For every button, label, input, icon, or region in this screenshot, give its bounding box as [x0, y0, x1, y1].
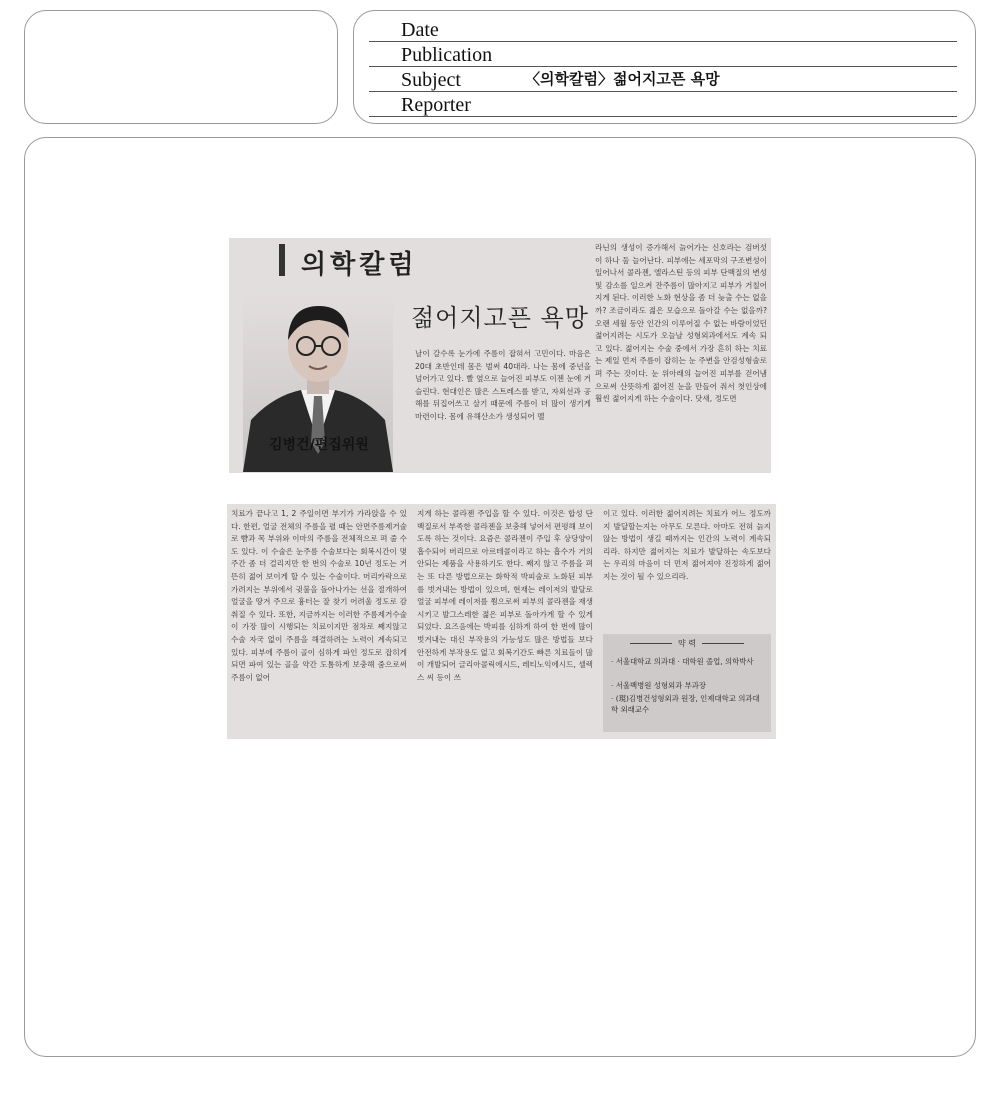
blank-header-box [24, 10, 338, 124]
article-column-3: 이고 있다. 이러한 젊어지려는 치료가 어느 정도까지 발달할는지는 아무도 모른다. 아마도 전혀 늙지 않는 방법이 생길 때까지는 인간의 노력이 계속되리라. 하지만 젊어지는 치료가 발달하는 속도보다는 우리의 마음이 더 먼저 젊어져야 진정하게 젊어지는 것이 될 수 있으리라. [603, 509, 771, 581]
subject-value: 〈의학칼럼〉젊어지고픈 욕망 [525, 70, 720, 88]
bio-title: 약 력 [603, 638, 771, 649]
date-label: Date [401, 19, 439, 41]
metadata-box [353, 10, 976, 124]
bio-item: · 서울백병원 성형외과 부과장 [611, 681, 707, 690]
article-intro-text: 날이 갈수록 눈가에 주름이 잡혀서 고민이다. 마음은 20대 초반인데 몸은 벌써 40대라. 나는 몸에 중년을 넘어가고 있다. 빨 옆으로 늘어진 피부도 이젠 눈에 거슬린다. 현대인은 많은 스트레스를 받고, 자외선과 공해를 뒤집어쓰고 살기 때문에 주름이 더 많이 생기게 마련이다. 몸에 유해산소가 생성되어 멜 [415, 349, 591, 421]
article-column-2: 지게 하는 콜라젠 주입을 할 수 있다. 이것은 합성 단백질로서 부족한 콜라젠을 보충해 넣어서 편평해 보이도록 하는 것이다. 요즘은 콜라젠이 주입 후 상당양이 흡수되어 버리므로 아르테콜이라고 하는 흡수가 거의 안되는 제품을 사용하기도 한다. 째지 않고 주름을 펴는 또 다른 방법으로는 화학적 박피술로 노화된 피부를 벗겨내는 방법이 있으며, 현재는 레이저의 발달로 얼굴 피부에 레이저를 쬠으로써 피부의 콜라젠을 재생시키고 발그스레한 젊은 피부로 돌아가게 할 수 있게 되었다. 요즈음에는 박피를 심하게 하여 한 번에 많이 벗겨내는 대신 부작용의 가능성도 많은 방법들 보다 안전하게 부작용도 없고 회복기간도 빠른 치료들이 많이 개발되어 글리아콜릭에시드, 레티노익에시드, 셀렉스 씨 등이 쓰 [417, 509, 593, 682]
column-header: 의학칼럼 [301, 250, 418, 280]
article-column-1: 치료가 끝나고 1, 2 주일이면 부기가 가라앉을 수 있다. 한편, 얼굴 전체의 주름을 펼 때는 안면주름제거술로 뺨과 목 부위와 이마의 주름을 전체적으로 펴 줄 수도 있다. 이 수술은 눈주름 수술보다는 회복시간이 몇 주간 좀 더 걸리지만 한 번의 수술로 10년 정도는 거뜬히 젊어 보이게 할 수 있는 수술이다. 머리카락으로 가려지는 부위에서 귓불을 돌아나가는 선을 절개하여 얼굴을 땅겨 주므로 흉터는 잘 찾기 어려울 정도로 감춰질 수 있다. 또한, 지금까지는 이러한 주름제거수술이 가장 많이 시행되는 치료이지만 점차로 째지않고 수술 자국 없이 주름을 해결하려는 노력이 계속되고 있다. 피부에 주름이 골이 심하게 파인 정도로 잡히게 되면 파여 있는 골을 약간 도톰하게 보충해 줌으로써 주름이 없어 [231, 509, 407, 682]
subject-row [369, 67, 957, 92]
bio-item: · (現)김병건성형외과 원장, 인제대학교 의과대학 외래교수 [611, 694, 760, 714]
newspaper-clipping-top [229, 238, 771, 473]
article-headline: 젊어지고픈 욕망 [411, 304, 589, 332]
publication-row [369, 42, 957, 67]
date-row [369, 17, 957, 42]
subject-label: Subject [401, 69, 461, 91]
author-bio-box [603, 634, 771, 732]
author-byline: 김병건/편집위원 [269, 437, 369, 453]
bio-item: · 서울대학교 의과대 · 대학원 졸업, 의학박사 [611, 657, 754, 666]
reporter-row [369, 92, 957, 117]
newspaper-clipping-bottom [227, 504, 776, 739]
article-right-column: 라닌의 생성이 증가해서 늙어가는 신호라는 검버섯이 하나 둘 늘어난다. 피부에는 세포막의 구조변성이 일어나서 콜라젠, 엘라스틴 등의 피부 단백질의 변성 및 감소를 일으켜 잔주름이 많아지고 피부가 거칠어지게 된다. 이러한 노화 현상을 좀 더 늦출 수는 없을까? 조금이라도 젊은 모습으로 돌아갈 수는 없을까? 오랜 세월 동안 인간의 이루어질 수 없는 바람이었던 젊어지려는 시도가 오늘날 성형외과에서도 계속 되고 있다. 젊어지는 수술 중에서 가장 흔히 하는 치료는 제일 먼저 주름이 잡히는 눈 주변을 안검성형술로 펴 주는 것이다. 눈 위아래의 늘어진 피부를 걷어냄으로써 산뜻하게 젊어진 눈을 만들어 줘서 첫인상에 훨씬 젊어지게 하는 수술이다. 닷새, 정도면 [595, 243, 767, 404]
publication-label: Publication [401, 44, 493, 66]
column-header-bar [279, 244, 285, 276]
reporter-label: Reporter [401, 94, 471, 116]
